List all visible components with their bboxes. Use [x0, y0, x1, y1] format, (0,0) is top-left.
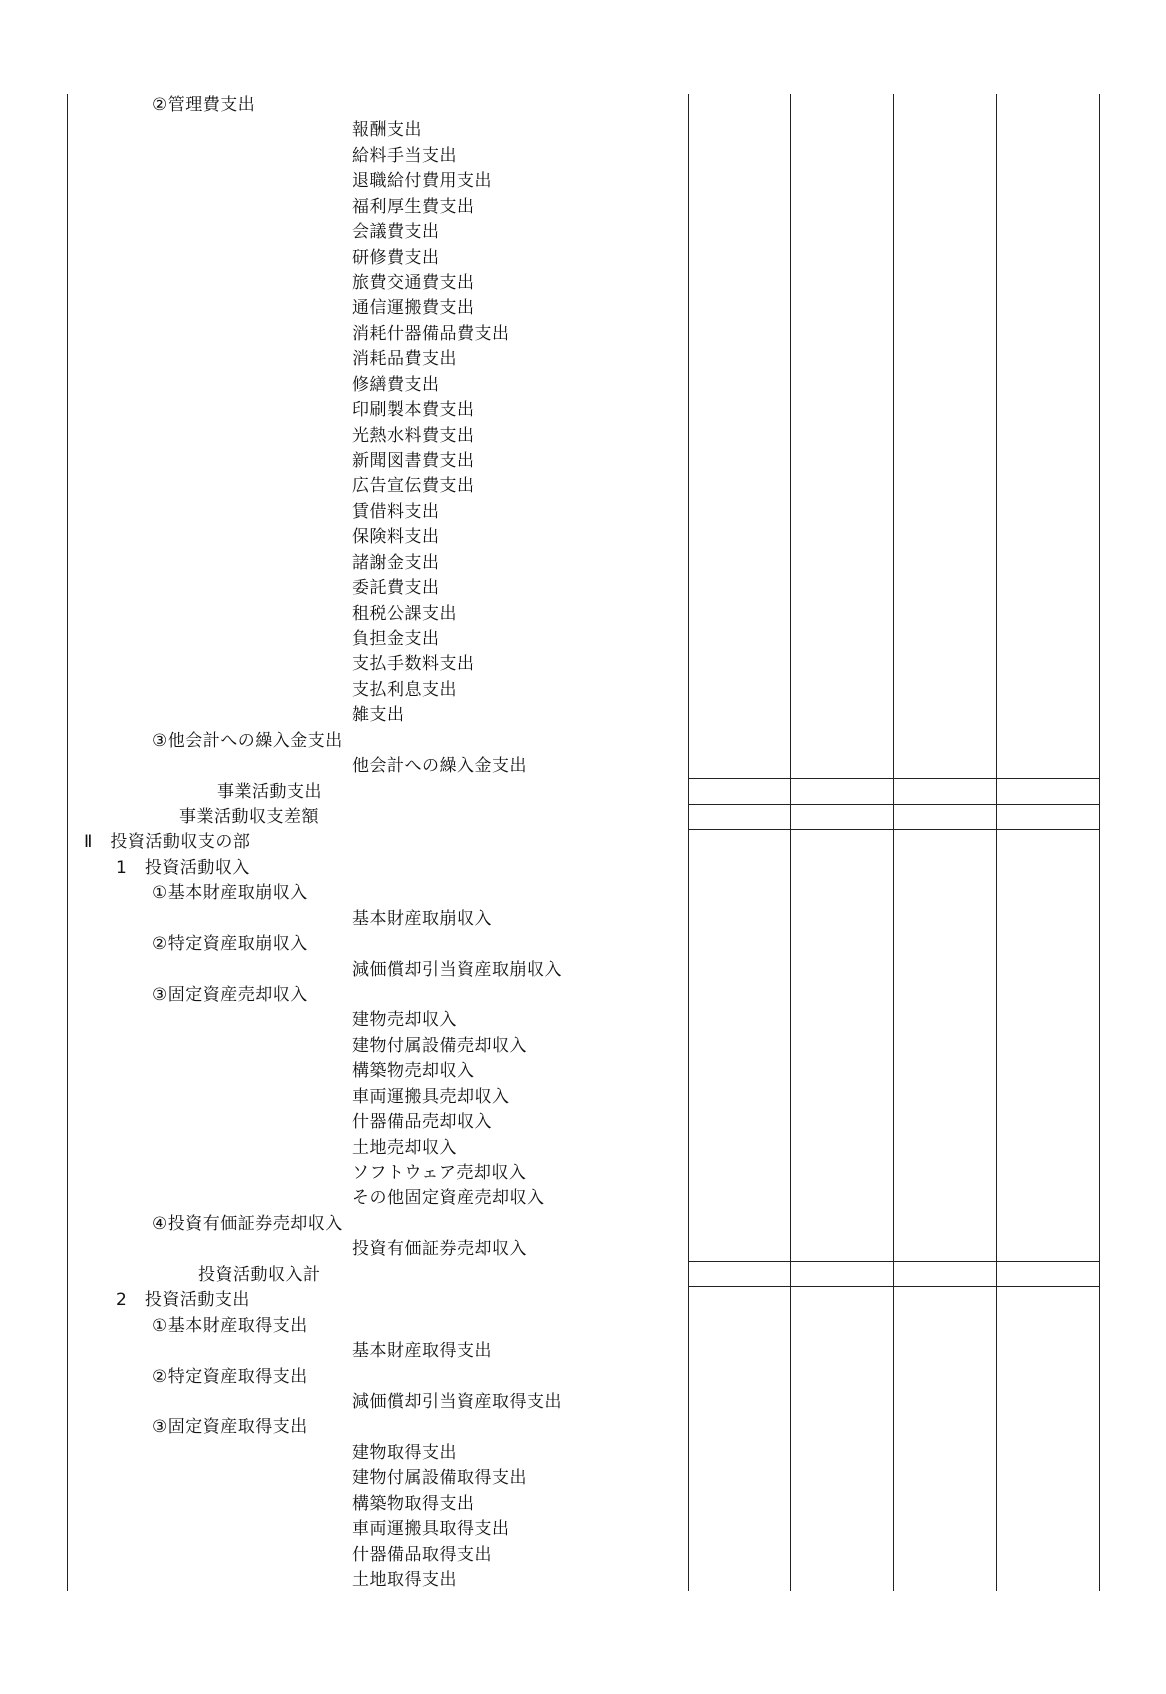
account-item: 基本財産取崩収入 — [352, 908, 492, 929]
section-heading: ③固定資産売却収入 — [152, 985, 308, 1006]
account-item: 租税公課支出 — [352, 603, 457, 624]
account-item: 給料手当支出 — [352, 145, 457, 166]
subtotal-rule-bottom — [688, 829, 1099, 830]
section-heading: ①基本財産取崩収入 — [152, 883, 308, 904]
section-heading: Ⅱ 投資活動収支の部 — [84, 832, 251, 853]
account-item: その他固定資産売却収入 — [352, 1188, 545, 1209]
account-item: 什器備品売却収入 — [352, 1112, 492, 1133]
account-item: ソフトウェア売却収入 — [352, 1163, 527, 1184]
column-divider-2 — [790, 94, 791, 1591]
account-item: 雑支出 — [352, 705, 405, 726]
account-item: 賃借料支出 — [352, 501, 440, 522]
left-border — [67, 94, 68, 1591]
account-item: 構築物取得支出 — [352, 1493, 475, 1514]
column-divider-4 — [996, 94, 997, 1591]
section-heading: ②特定資産取崩収入 — [152, 934, 308, 955]
investment-total-rule-top — [688, 1261, 1099, 1262]
account-item: 減価償却引当資産取得支出 — [352, 1391, 562, 1412]
account-item: 基本財産取得支出 — [352, 1341, 492, 1362]
section-heading: ③他会計への繰入金支出 — [152, 730, 343, 751]
account-item: 建物売却収入 — [352, 1010, 457, 1031]
column-divider-1 — [688, 94, 689, 1591]
account-item: 保険料支出 — [352, 527, 440, 548]
account-item: 委託費支出 — [352, 578, 440, 599]
section-heading: 事業活動収支差額 — [179, 807, 319, 828]
account-item: 福利厚生費支出 — [352, 196, 475, 217]
account-item: 投資有価証券売却収入 — [352, 1239, 527, 1260]
account-item: 減価償却引当資産取崩収入 — [352, 959, 562, 980]
account-item: 光熱水料費支出 — [352, 425, 475, 446]
account-item: 会議費支出 — [352, 222, 440, 243]
subtotal-rule-top — [688, 778, 1099, 779]
account-item: 建物取得支出 — [352, 1442, 457, 1463]
account-item: 構築物売却収入 — [352, 1061, 475, 1082]
section-heading: 投資活動収入計 — [198, 1264, 321, 1285]
account-item: 車両運搬具取得支出 — [352, 1519, 510, 1540]
account-item: 研修費支出 — [352, 247, 440, 268]
account-item: 退職給付費用支出 — [352, 171, 492, 192]
account-item: 諸謝金支出 — [352, 552, 440, 573]
section-heading: 2 投資活動支出 — [116, 1290, 250, 1311]
section-heading: 1 投資活動収入 — [116, 857, 250, 878]
section-heading: ②特定資産取得支出 — [152, 1366, 308, 1387]
section-heading: ③固定資産取得支出 — [152, 1417, 308, 1438]
account-item: 修繕費支出 — [352, 374, 440, 395]
account-item: 印刷製本費支出 — [352, 400, 475, 421]
account-item: 支払利息支出 — [352, 679, 457, 700]
right-border — [1099, 94, 1100, 1591]
account-item: 通信運搬費支出 — [352, 298, 475, 319]
investment-total-rule-bottom — [688, 1286, 1099, 1287]
section-heading: ②管理費支出 — [152, 95, 256, 115]
account-item: 報酬支出 — [352, 120, 422, 141]
subtotal-rule — [688, 804, 1099, 805]
section-heading: ④投資有価証券売却収入 — [152, 1213, 343, 1234]
account-item: 車両運搬具売却収入 — [352, 1086, 510, 1107]
account-item: 旅費交通費支出 — [352, 273, 475, 293]
account-item: 什器備品取得支出 — [352, 1544, 492, 1565]
account-item: 建物付属設備売却収入 — [352, 1035, 527, 1056]
account-item: 土地取得支出 — [352, 1569, 457, 1590]
account-item: 広告宣伝費支出 — [352, 476, 475, 497]
account-item: 新聞図書費支出 — [352, 451, 475, 472]
account-item: 建物付属設備取得支出 — [352, 1468, 527, 1489]
account-item: 消耗品費支出 — [352, 349, 457, 370]
section-heading: ①基本財産取得支出 — [152, 1315, 308, 1336]
account-item: 他会計への繰入金支出 — [352, 756, 527, 777]
column-divider-3 — [893, 94, 894, 1591]
account-item: 負担金支出 — [352, 629, 440, 650]
section-heading: 事業活動支出 — [217, 781, 322, 802]
account-item: 土地売却収入 — [352, 1137, 457, 1158]
account-item: 支払手数料支出 — [352, 654, 475, 675]
account-item: 消耗什器備品費支出 — [352, 323, 510, 344]
